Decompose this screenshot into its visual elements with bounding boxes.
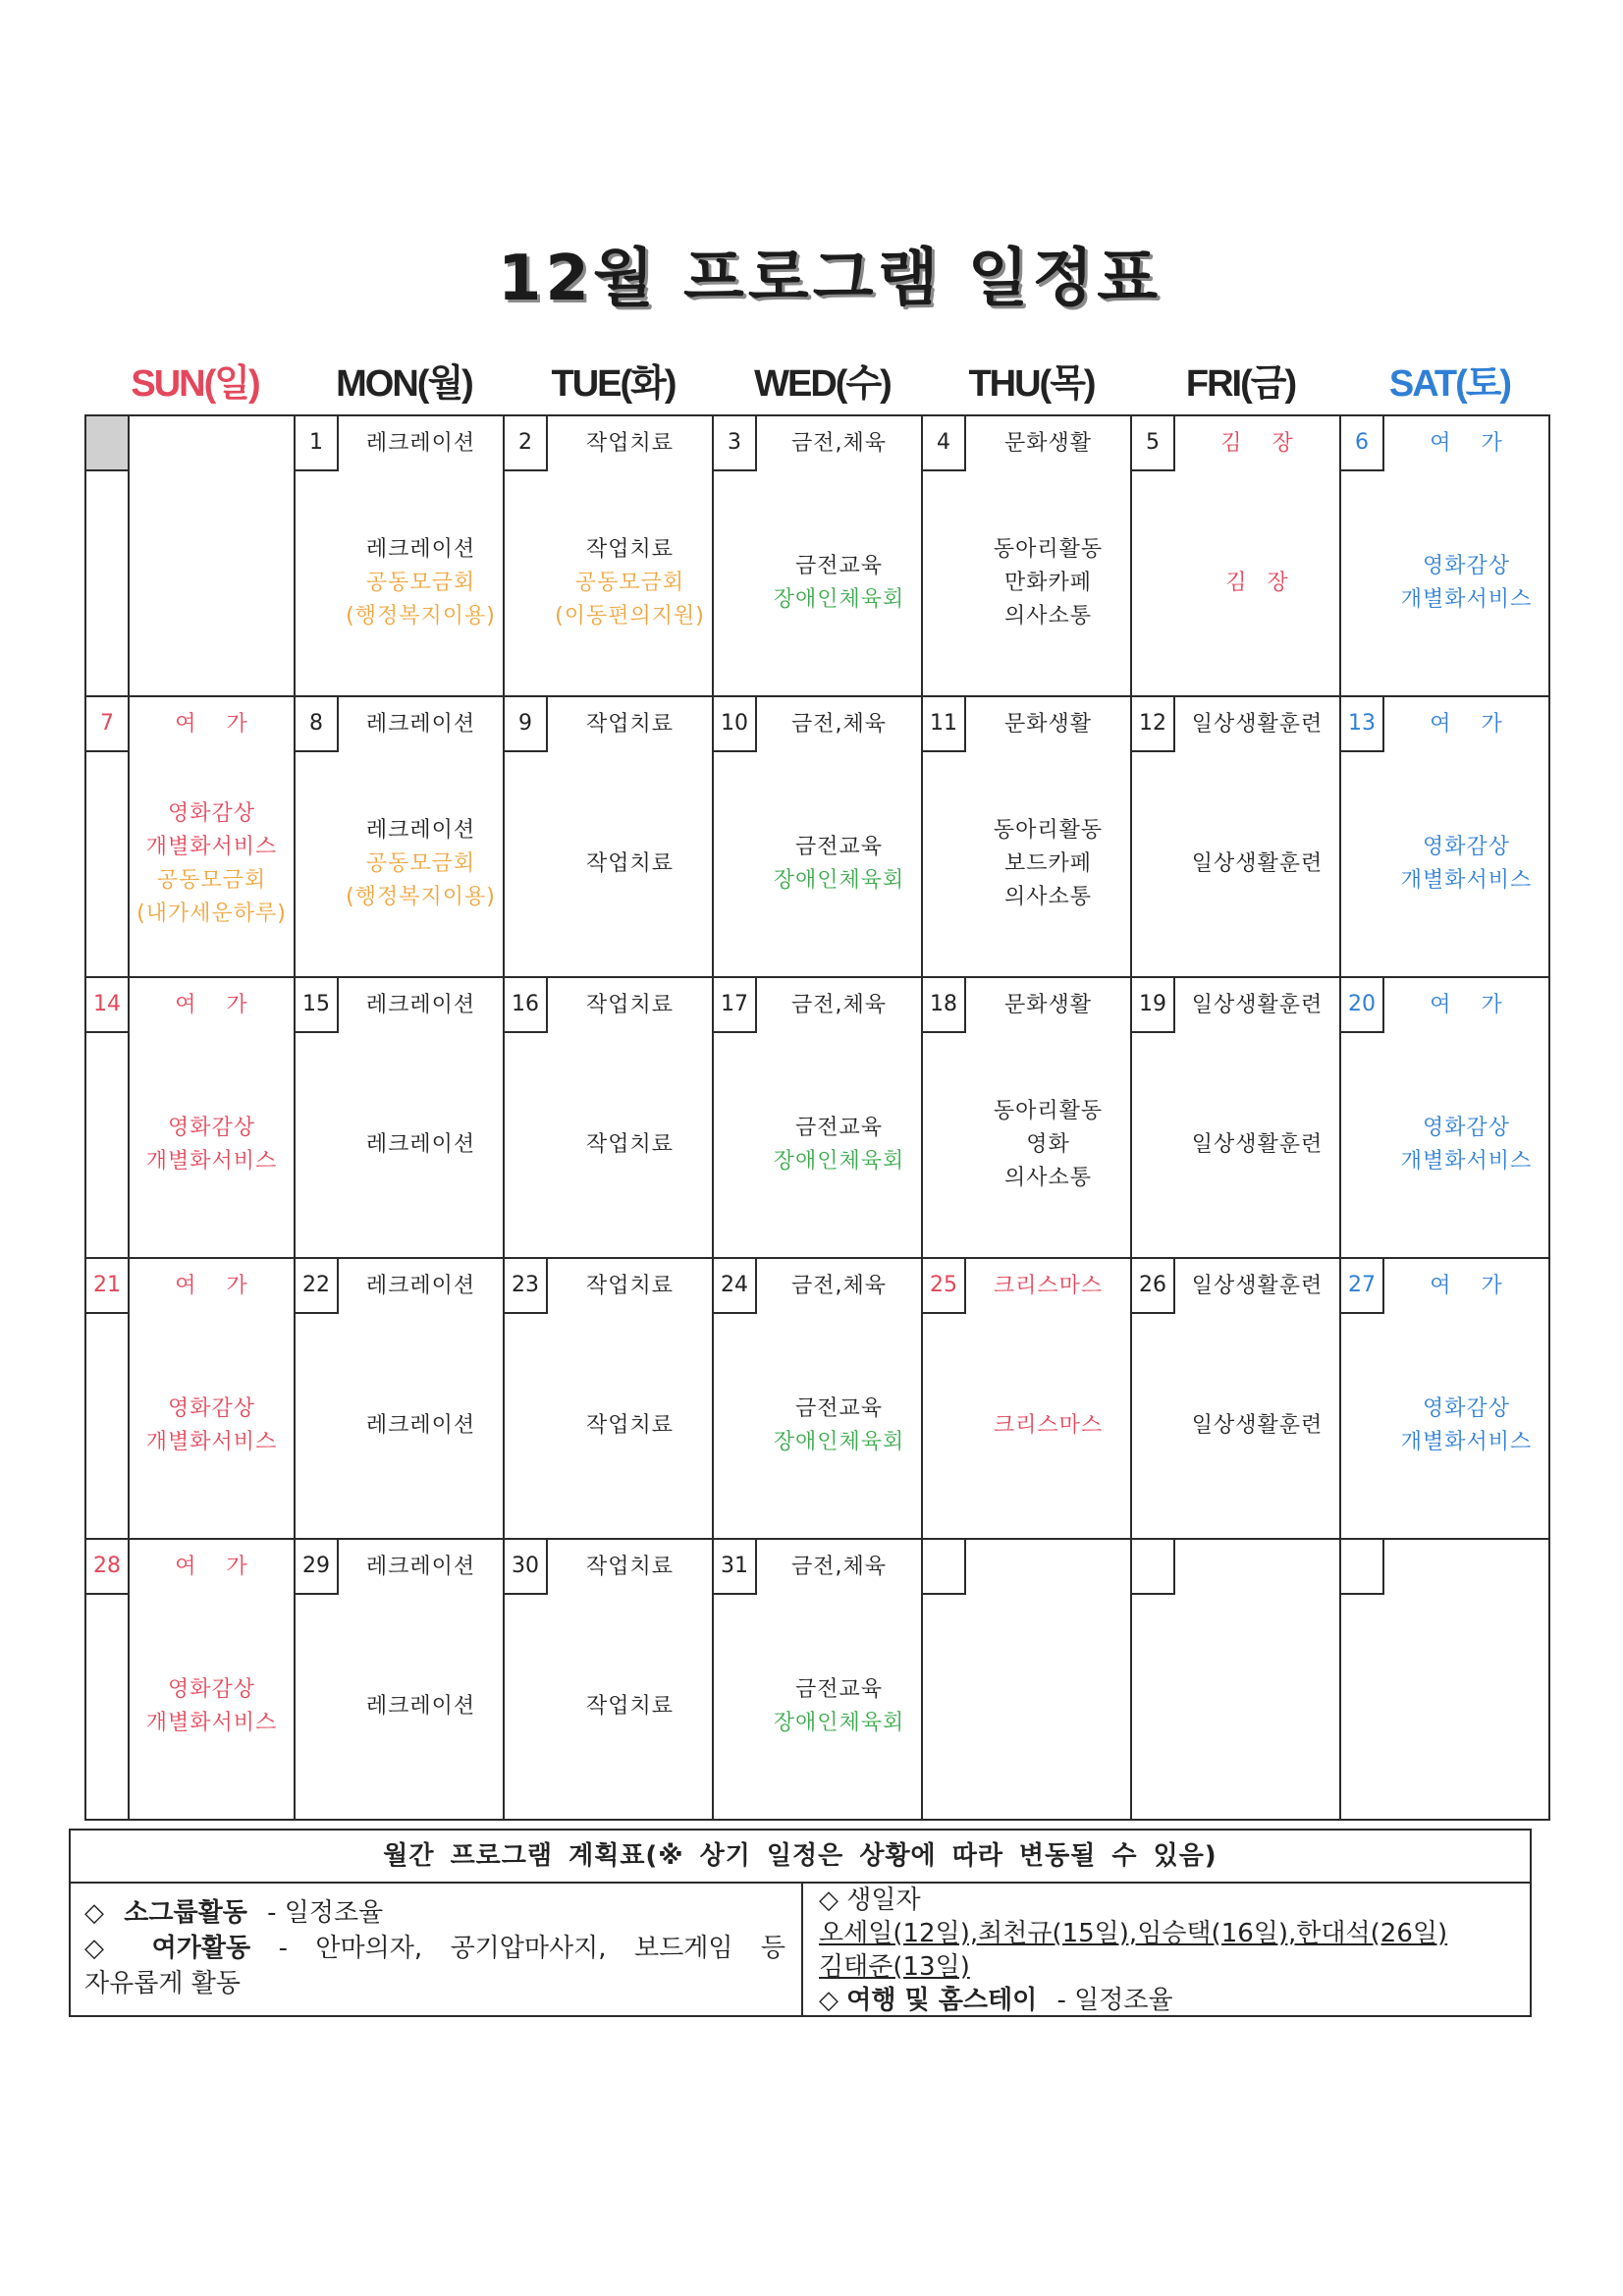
day-number-box: 30: [505, 1540, 548, 1595]
activity-line: 장애인체육회: [773, 587, 905, 612]
day-cell: [1341, 1259, 1550, 1540]
activity-label: 작업치료: [585, 1555, 674, 1579]
activity-label: 문화생활: [1003, 993, 1092, 1017]
activity-details: [548, 1033, 712, 1257]
activity-line: 보드카페: [1003, 851, 1092, 876]
activity-label: 일상생활훈련: [1191, 993, 1324, 1017]
day-cell: [1341, 1540, 1550, 1821]
day-number-box: 12: [1132, 697, 1175, 752]
activity-details: [130, 471, 294, 695]
activity-line: 일상생활훈련: [1191, 1132, 1324, 1157]
activity-details: [1384, 752, 1548, 976]
day-cell: [714, 978, 923, 1259]
activity-line: 영화감상: [167, 1677, 255, 1702]
activity-details: [1384, 1314, 1548, 1538]
activity-line: 작업치료: [585, 1132, 674, 1157]
birthday-heading-line: [819, 1884, 1516, 1917]
leisure-line: [84, 1931, 785, 1966]
activity-line: 금전교육: [794, 835, 883, 859]
activity-label: 문화생활: [1003, 712, 1092, 737]
day-number-box: 1: [296, 416, 339, 471]
monthly-plan-box: [69, 1829, 1532, 2017]
activity-label: 작업치료: [585, 431, 674, 456]
activity-line: 장애인체육회: [773, 1149, 905, 1174]
day-number-box: 26: [1132, 1259, 1175, 1314]
day-number-box: 16: [505, 978, 548, 1033]
activity-details: [339, 752, 503, 976]
day-cell: [923, 1259, 1132, 1540]
activity-line: 동아리활동: [993, 537, 1104, 562]
day-cell: [1132, 416, 1341, 697]
day-cell: [296, 1540, 505, 1821]
activity-line: 동아리활동: [993, 1099, 1104, 1123]
day-number-box: 7: [86, 697, 130, 752]
activity-line: 동아리활동: [993, 818, 1104, 843]
day-number-box: 31: [714, 1540, 757, 1595]
activity-line: 의사소통: [1003, 885, 1092, 909]
activity-label: [1175, 1540, 1339, 1595]
activity-label: [1384, 1540, 1548, 1595]
activity-details: [1175, 1595, 1339, 1819]
day-cell: [505, 1540, 714, 1821]
activity-label: 일상생활훈련: [1191, 712, 1324, 737]
activity-details: [757, 1033, 921, 1257]
page-title: 12월 프로그램 일정표: [497, 243, 1163, 315]
day-cell: [714, 1540, 923, 1821]
plan-left-column: [71, 1884, 803, 2015]
trip-note: - 일정조율: [1056, 1986, 1173, 2015]
activity-line: 영화: [1026, 1132, 1070, 1157]
day-number-box: 17: [714, 978, 757, 1033]
activity-label: 여 가: [175, 1555, 248, 1579]
activity-line: 개별화서비스: [1400, 1149, 1533, 1174]
activity-label: 크리스마스: [993, 1274, 1104, 1298]
plan-right-column: [805, 1884, 1530, 2015]
activity-line: 의사소통: [1003, 604, 1092, 629]
activity-label: 작업치료: [585, 712, 674, 737]
activity-line: 개별화서비스: [145, 835, 278, 859]
activity-details: [757, 471, 921, 695]
activity-line: 개별화서비스: [1400, 1430, 1533, 1454]
activity-label: 여 가: [1430, 993, 1503, 1017]
day-cell: [1132, 978, 1341, 1259]
day-cell: [1132, 1259, 1341, 1540]
birthday-names: 오세일(12일),최천규(15일),임승택(16일),한대석(26일): [819, 1919, 1448, 1948]
activity-label: 작업치료: [585, 993, 674, 1017]
activity-label: 금전,체육: [790, 431, 887, 456]
monthly-plan-heading: 월간 프로그램 계획표(※ 상기 일정은 상황에 따라 변동될 수 있음): [71, 1831, 1530, 1884]
activity-details: [548, 1314, 712, 1538]
day-number-box: 20: [1341, 978, 1384, 1033]
week-row: [86, 1259, 1550, 1540]
activity-details: [757, 1595, 921, 1819]
activity-line: 일상생활훈련: [1191, 851, 1324, 876]
weekday-mon: MON(월): [336, 363, 472, 405]
day-number-box: [1132, 1540, 1175, 1595]
day-cell: [86, 416, 296, 697]
activity-line: 공동모금회: [156, 868, 267, 893]
activity-details: [339, 1595, 503, 1819]
day-cell: [296, 416, 505, 697]
activity-label: 여 가: [175, 993, 248, 1017]
day-cell: [714, 1259, 923, 1540]
activity-line: 영화감상: [1422, 554, 1510, 578]
activity-line: 영화감상: [167, 801, 255, 826]
activity-details: [1384, 471, 1548, 695]
activity-label: 문화생활: [1003, 431, 1092, 456]
activity-label: 여 가: [1430, 712, 1503, 737]
day-number-box: 27: [1341, 1259, 1384, 1314]
activity-details: [548, 1595, 712, 1819]
leisure-note-continued: 자유롭게 활동: [84, 1969, 241, 1998]
activity-line: 공동모금회: [574, 571, 685, 595]
day-cell: [923, 697, 1132, 978]
calendar-grid: [84, 414, 1550, 1821]
activity-line: 금전교육: [794, 554, 883, 578]
activity-line: 개별화서비스: [145, 1711, 278, 1735]
activity-label: 금전,체육: [790, 993, 887, 1017]
activity-details: [130, 1595, 294, 1819]
day-number-box: 15: [296, 978, 339, 1033]
activity-line: 장애인체육회: [773, 868, 905, 893]
activity-line: 금전교육: [794, 1396, 883, 1421]
activity-label: 레크레이션: [365, 993, 476, 1017]
leisure-note: - 안마의자, 공기압마사지, 보드게임 등: [278, 1934, 786, 1963]
activity-details: [757, 752, 921, 976]
activity-details: [130, 752, 294, 976]
activity-line: 레크레이션: [365, 818, 476, 843]
day-number-box: 23: [505, 1259, 548, 1314]
activity-label: [966, 1540, 1130, 1595]
activity-line: 레크레이션: [365, 537, 476, 562]
day-number-box: 19: [1132, 978, 1175, 1033]
activity-label: 김 장: [1220, 431, 1294, 456]
day-number-box: 28: [86, 1540, 130, 1595]
day-number-box: [86, 416, 130, 471]
day-cell: [296, 1259, 505, 1540]
activity-line: 작업치료: [585, 1413, 674, 1438]
activity-line: 금전교육: [794, 1677, 883, 1702]
activity-line: 장애인체육회: [773, 1711, 905, 1735]
activity-label: 일상생활훈련: [1191, 1274, 1324, 1298]
activity-label: 금전,체육: [790, 712, 887, 737]
day-cell: [923, 978, 1132, 1259]
activity-line: 장애인체육회: [773, 1430, 905, 1454]
day-number-box: 5: [1132, 416, 1175, 471]
trip-line: [819, 1984, 1516, 2017]
day-cell: [86, 1259, 296, 1540]
activity-label: [130, 416, 294, 471]
day-number-box: 13: [1341, 697, 1384, 752]
diamond-bullet-icon: ◇: [819, 1886, 839, 1915]
activity-details: [339, 471, 503, 695]
day-cell: [1341, 697, 1550, 978]
activity-line: 영화감상: [1422, 1396, 1510, 1421]
activity-line: 작업치료: [585, 537, 674, 562]
diamond-bullet-icon: ◇: [819, 1986, 839, 2015]
day-number-box: 2: [505, 416, 548, 471]
activity-line: 영화감상: [167, 1396, 255, 1421]
activity-line: 레크레이션: [365, 1694, 476, 1719]
activity-details: [966, 1595, 1130, 1819]
weekday-sun: SUN(일): [131, 363, 259, 405]
activity-label: 금전,체육: [790, 1274, 887, 1298]
day-cell: [505, 697, 714, 978]
activity-details: [339, 1314, 503, 1538]
activity-line: (행정복지이용): [346, 885, 496, 909]
activity-line: 일상생활훈련: [1191, 1413, 1324, 1438]
activity-details: [130, 1314, 294, 1538]
activity-label: 여 가: [175, 1274, 248, 1298]
activity-line: 개별화서비스: [145, 1430, 278, 1454]
day-number-box: 8: [296, 697, 339, 752]
day-cell: [1341, 416, 1550, 697]
day-cell: [505, 416, 714, 697]
activity-details: [1175, 471, 1339, 695]
activity-line: 김 장: [1225, 571, 1289, 595]
activity-line: (행정복지이용): [346, 604, 496, 629]
activity-line: 공동모금회: [365, 851, 476, 876]
week-row: [86, 416, 1550, 697]
day-cell: [86, 1540, 296, 1821]
activity-label: 레크레이션: [365, 1555, 476, 1579]
day-number-box: 11: [923, 697, 966, 752]
activity-details: [966, 1033, 1130, 1257]
small-group-label: 소그룹활동: [124, 1898, 247, 1928]
day-cell: [714, 697, 923, 978]
activity-label: 금전,체육: [790, 1555, 887, 1579]
week-row: [86, 697, 1550, 978]
day-cell: [505, 978, 714, 1259]
trip-label: 여행 및 홈스테이: [846, 1986, 1038, 2015]
day-cell: [923, 416, 1132, 697]
activity-details: [1175, 1314, 1339, 1538]
activity-line: 작업치료: [585, 1694, 674, 1719]
day-cell: [714, 416, 923, 697]
day-number-box: 22: [296, 1259, 339, 1314]
day-cell: [1341, 978, 1550, 1259]
day-cell: [505, 1259, 714, 1540]
activity-line: 개별화서비스: [1400, 587, 1533, 612]
activity-label: 여 가: [1430, 431, 1503, 456]
activity-line: 금전교육: [794, 1116, 883, 1140]
activity-details: [966, 471, 1130, 695]
small-group-note: - 일정조율: [267, 1898, 384, 1928]
diamond-bullet-icon: ◇: [84, 1898, 104, 1928]
activity-details: [757, 1314, 921, 1538]
activity-line: 개별화서비스: [145, 1149, 278, 1174]
day-cell: [296, 697, 505, 978]
activity-line: (내가세운하루): [136, 902, 287, 926]
activity-line: 크리스마스: [993, 1413, 1104, 1438]
activity-line: 레크레이션: [365, 1132, 476, 1157]
day-cell: [86, 978, 296, 1259]
activity-details: [548, 752, 712, 976]
weekday-fri: FRI(금): [1185, 363, 1296, 405]
activity-details: [966, 1314, 1130, 1538]
activity-label: 레크레이션: [365, 1274, 476, 1298]
birthday-label: 생일자: [846, 1886, 921, 1915]
activity-line: 개별화서비스: [1400, 868, 1533, 893]
activity-line: 영화감상: [1422, 835, 1510, 859]
day-number-box: [1341, 1540, 1384, 1595]
activity-details: [339, 1033, 503, 1257]
day-number-box: 6: [1341, 416, 1384, 471]
day-cell: [1132, 1540, 1341, 1821]
day-cell: [923, 1540, 1132, 1821]
activity-details: [1175, 1033, 1339, 1257]
week-row: [86, 978, 1550, 1259]
diamond-bullet-icon: ◇: [84, 1934, 125, 1963]
activity-line: (이동편의지원): [555, 604, 705, 629]
day-number-box: 25: [923, 1259, 966, 1314]
day-number-box: 10: [714, 697, 757, 752]
activity-line: 의사소통: [1003, 1166, 1092, 1190]
day-number-box: 24: [714, 1259, 757, 1314]
small-group-line: [84, 1895, 785, 1931]
activity-details: [1384, 1033, 1548, 1257]
weekday-thu: THU(목): [968, 363, 1095, 405]
weekday-wed: WED(수): [754, 363, 891, 405]
day-number-box: 18: [923, 978, 966, 1033]
weekday-tue: TUE(화): [551, 363, 676, 405]
activity-line: 작업치료: [585, 851, 674, 876]
activity-line: 영화감상: [1422, 1116, 1510, 1140]
birthday-names-continued: 김태준(13일): [819, 1952, 970, 1982]
leisure-label: 여가활동: [151, 1934, 251, 1963]
day-number-box: [923, 1540, 966, 1595]
day-number-box: 4: [923, 416, 966, 471]
activity-details: [548, 471, 712, 695]
activity-line: 공동모금회: [365, 571, 476, 595]
activity-line: 레크레이션: [365, 1413, 476, 1438]
day-cell: [296, 978, 505, 1259]
day-number-box: 14: [86, 978, 130, 1033]
activity-label: 여 가: [175, 712, 248, 737]
activity-label: 레크레이션: [365, 431, 476, 456]
day-number-box: 29: [296, 1540, 339, 1595]
activity-details: [1175, 752, 1339, 976]
day-cell: [1132, 697, 1341, 978]
activity-label: 작업치료: [585, 1274, 674, 1298]
activity-details: [1384, 1595, 1548, 1819]
activity-label: 여 가: [1430, 1274, 1503, 1298]
day-cell: [86, 697, 296, 978]
day-number-box: 21: [86, 1259, 130, 1314]
activity-details: [966, 752, 1130, 976]
week-row: [86, 1540, 1550, 1821]
activity-line: 만화카페: [1003, 571, 1092, 595]
day-number-box: 3: [714, 416, 757, 471]
activity-details: [130, 1033, 294, 1257]
weekday-sat: SAT(토): [1388, 363, 1511, 405]
activity-label: 레크레이션: [365, 712, 476, 737]
day-number-box: 9: [505, 697, 548, 752]
activity-line: 영화감상: [167, 1116, 255, 1140]
